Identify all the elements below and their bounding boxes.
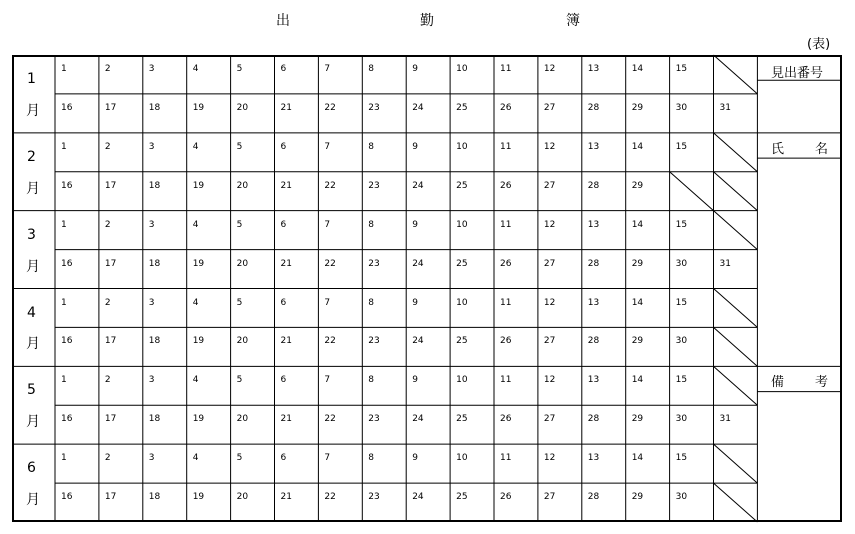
day-cell[interactable]: 21	[280, 180, 292, 191]
day-cell[interactable]: 31	[719, 258, 731, 269]
day-cell[interactable]: 5	[236, 375, 243, 386]
day-cell[interactable]: 24	[412, 414, 424, 425]
day-cell[interactable]: 13	[587, 64, 600, 74]
day-cell[interactable]: 18	[148, 492, 161, 503]
day-cell[interactable]: 12	[543, 375, 556, 386]
day-cell[interactable]: 26	[500, 492, 512, 503]
day-cell[interactable]: 29	[631, 102, 644, 113]
day-cell[interactable]: 14	[631, 141, 644, 152]
day-cell[interactable]: 3	[148, 64, 155, 74]
day-cell[interactable]: 20	[236, 258, 249, 269]
day-cell[interactable]: 28	[587, 336, 600, 347]
unused-cell-diagonal	[714, 444, 758, 483]
side-name-label-2: 名	[815, 142, 829, 157]
day-cell[interactable]: 4	[192, 219, 199, 230]
day-cell[interactable]: 24	[412, 258, 424, 269]
day-cell[interactable]: 16	[61, 102, 73, 113]
day-cell[interactable]: 28	[587, 414, 600, 425]
day-cell[interactable]: 21	[280, 258, 292, 269]
day-cell[interactable]: 23	[368, 258, 380, 269]
day-cell[interactable]: 14	[631, 297, 644, 308]
day-cell[interactable]: 15	[675, 297, 688, 308]
month-number: 2	[27, 148, 36, 165]
day-cell[interactable]: 22	[324, 492, 336, 503]
day-cell[interactable]: 28	[587, 258, 600, 269]
day-cell[interactable]: 3	[148, 141, 155, 152]
day-cell[interactable]: 6	[280, 453, 287, 464]
day-cell[interactable]: 8	[368, 219, 375, 230]
day-cell[interactable]: 18	[148, 336, 161, 347]
day-cell[interactable]: 19	[192, 258, 205, 269]
month-unit: 月	[26, 102, 40, 119]
side-name-label-1: 氏	[771, 142, 785, 157]
day-cell[interactable]: 24	[412, 492, 424, 503]
day-cell[interactable]: 6	[280, 375, 287, 386]
day-cell[interactable]: 19	[192, 102, 205, 113]
month-unit: 月	[26, 258, 40, 275]
day-cell[interactable]: 9	[412, 219, 418, 230]
day-cell[interactable]: 30	[675, 336, 688, 347]
day-cell[interactable]: 27	[543, 180, 556, 191]
month-number: 1	[27, 71, 36, 87]
day-cell[interactable]: 25	[456, 258, 468, 269]
day-cell[interactable]: 9	[412, 297, 418, 308]
day-cell[interactable]: 25	[456, 180, 468, 191]
day-cell[interactable]: 3	[148, 297, 155, 308]
unused-cell-diagonal	[714, 366, 758, 405]
day-cell[interactable]: 31	[719, 102, 731, 113]
day-cell[interactable]: 13	[587, 141, 600, 152]
day-cell[interactable]: 16	[61, 180, 73, 191]
day-cell[interactable]: 6	[280, 297, 287, 308]
day-cell[interactable]: 22	[324, 258, 336, 269]
day-cell[interactable]: 7	[324, 219, 331, 230]
day-cell[interactable]: 14	[631, 375, 644, 386]
day-cell[interactable]: 17	[104, 102, 117, 113]
day-cell[interactable]: 29	[631, 180, 644, 191]
day-cell[interactable]: 9	[412, 375, 418, 386]
day-cell[interactable]: 21	[280, 492, 292, 503]
day-cell[interactable]: 20	[236, 336, 249, 347]
day-cell[interactable]: 12	[543, 453, 556, 464]
day-cell[interactable]: 5	[236, 297, 243, 308]
day-cell[interactable]: 1	[61, 453, 67, 464]
day-cell[interactable]: 25	[456, 102, 468, 113]
day-cell[interactable]: 10	[456, 64, 468, 74]
day-cell[interactable]: 1	[61, 219, 67, 230]
day-cell[interactable]: 21	[280, 336, 292, 347]
day-cell[interactable]: 19	[192, 414, 205, 425]
day-cell[interactable]: 17	[104, 414, 117, 425]
day-cell[interactable]: 7	[324, 453, 331, 464]
day-cell[interactable]: 29	[631, 414, 644, 425]
day-cell[interactable]: 15	[675, 141, 688, 152]
unused-cell-diagonal	[714, 327, 758, 366]
unused-cell-diagonal	[714, 133, 758, 172]
day-cell[interactable]: 23	[368, 492, 380, 503]
day-cell[interactable]: 23	[368, 180, 380, 191]
day-cell[interactable]: 1	[61, 297, 67, 308]
day-cell[interactable]: 4	[192, 453, 199, 464]
day-cell[interactable]: 18	[148, 180, 161, 191]
day-cell[interactable]: 2	[104, 453, 111, 464]
day-cell[interactable]: 11	[500, 141, 512, 152]
day-cell[interactable]: 13	[587, 297, 600, 308]
day-cell[interactable]: 5	[236, 219, 243, 230]
day-cell[interactable]: 7	[324, 64, 331, 74]
day-cell[interactable]: 16	[61, 336, 73, 347]
day-cell[interactable]: 12	[543, 141, 556, 152]
day-cell[interactable]: 27	[543, 102, 556, 113]
day-cell[interactable]: 18	[148, 258, 161, 269]
day-cell[interactable]: 4	[192, 297, 199, 308]
day-cell[interactable]: 18	[148, 414, 161, 425]
day-cell[interactable]: 22	[324, 180, 336, 191]
day-cell[interactable]: 7	[324, 141, 331, 152]
day-cell[interactable]: 10	[456, 141, 468, 152]
unused-cell-diagonal	[714, 483, 758, 522]
day-cell[interactable]: 12	[543, 219, 556, 230]
day-cell[interactable]: 1	[61, 64, 67, 74]
day-cell[interactable]: 8	[368, 141, 375, 152]
day-cell[interactable]: 23	[368, 414, 380, 425]
day-cell[interactable]: 23	[368, 336, 380, 347]
title-char-1: 出	[276, 13, 290, 29]
day-cell[interactable]: 16	[61, 414, 73, 425]
day-cell[interactable]: 21	[280, 414, 292, 425]
month-number: 5	[27, 382, 36, 399]
day-cell[interactable]: 23	[368, 102, 380, 113]
day-cell[interactable]: 11	[500, 64, 512, 74]
day-cell[interactable]: 27	[543, 336, 556, 347]
day-cell[interactable]: 11	[500, 219, 512, 230]
day-cell[interactable]: 11	[500, 297, 512, 308]
unused-cell-diagonal	[670, 172, 714, 211]
day-cell[interactable]: 26	[500, 180, 512, 191]
day-cell[interactable]: 30	[675, 492, 688, 503]
day-cell[interactable]: 26	[500, 258, 512, 269]
day-cell[interactable]: 18	[148, 102, 161, 113]
day-cell[interactable]: 15	[675, 375, 688, 386]
unused-cell-diagonal	[714, 55, 758, 94]
day-cell[interactable]: 4	[192, 375, 199, 386]
day-cell[interactable]: 14	[631, 453, 644, 464]
day-cell[interactable]: 22	[324, 102, 336, 113]
day-cell[interactable]: 20	[236, 492, 249, 503]
day-cell[interactable]: 17	[104, 492, 117, 503]
day-cell[interactable]: 7	[324, 297, 331, 308]
day-cell[interactable]: 20	[236, 414, 249, 425]
month-unit: 月	[26, 492, 40, 509]
day-cell[interactable]: 11	[500, 375, 512, 386]
day-cell[interactable]: 3	[148, 453, 155, 464]
day-cell[interactable]: 6	[280, 219, 287, 230]
sheet-side-label: (表)	[807, 37, 831, 52]
day-cell[interactable]: 8	[368, 297, 375, 308]
day-cell[interactable]: 22	[324, 336, 336, 347]
day-cell[interactable]: 17	[104, 258, 117, 269]
day-cell[interactable]: 20	[236, 102, 249, 113]
day-cell[interactable]: 8	[368, 64, 375, 74]
day-cell[interactable]: 15	[675, 453, 688, 464]
day-cell[interactable]: 28	[587, 102, 600, 113]
month-number: 4	[27, 304, 36, 321]
day-cell[interactable]: 13	[587, 375, 600, 386]
day-cell[interactable]: 13	[587, 453, 600, 464]
day-cell[interactable]: 21	[280, 102, 292, 113]
title-char-2: 勤	[420, 13, 434, 29]
day-cell[interactable]: 13	[587, 219, 600, 230]
day-cell[interactable]: 14	[631, 64, 644, 74]
day-cell[interactable]: 10	[456, 375, 468, 386]
day-cell[interactable]: 4	[192, 64, 199, 74]
month-unit: 月	[26, 180, 40, 197]
day-cell[interactable]: 2	[104, 297, 111, 308]
day-cell[interactable]: 27	[543, 492, 556, 503]
day-cell[interactable]: 6	[280, 141, 287, 152]
side-remarks-label-1: 備	[771, 375, 785, 390]
day-cell[interactable]: 25	[456, 414, 468, 425]
month-number: 3	[27, 226, 36, 243]
day-cell[interactable]: 9	[412, 141, 418, 152]
day-cell[interactable]: 11	[500, 453, 512, 464]
day-cell[interactable]: 8	[368, 375, 375, 386]
day-cell[interactable]: 16	[61, 492, 73, 503]
day-cell[interactable]: 19	[192, 336, 205, 347]
day-cell[interactable]: 9	[412, 64, 418, 74]
day-cell[interactable]: 17	[104, 180, 117, 191]
day-cell[interactable]: 30	[675, 414, 688, 425]
unused-cell-diagonal	[714, 172, 758, 211]
day-cell[interactable]: 5	[236, 64, 243, 74]
day-cell[interactable]: 19	[192, 180, 205, 191]
day-cell[interactable]: 12	[543, 64, 556, 74]
day-cell[interactable]: 30	[675, 258, 688, 269]
day-cell[interactable]: 24	[412, 336, 424, 347]
day-cell[interactable]: 26	[500, 102, 512, 113]
day-cell[interactable]: 22	[324, 414, 336, 425]
day-cell[interactable]: 31	[719, 414, 731, 425]
day-cell[interactable]: 3	[148, 375, 155, 386]
month-unit: 月	[26, 414, 40, 431]
day-cell[interactable]: 1	[61, 141, 67, 152]
day-cell[interactable]: 29	[631, 336, 644, 347]
day-cell[interactable]: 19	[192, 492, 205, 503]
day-cell[interactable]: 10	[456, 453, 468, 464]
day-cell[interactable]: 28	[587, 180, 600, 191]
day-cell[interactable]: 9	[412, 453, 418, 464]
day-cell[interactable]: 17	[104, 336, 117, 347]
day-cell[interactable]: 25	[456, 492, 468, 503]
day-cell[interactable]: 7	[324, 375, 331, 386]
title-char-3: 簿	[566, 13, 580, 29]
day-cell[interactable]: 26	[500, 336, 512, 347]
day-cell[interactable]: 3	[148, 219, 155, 230]
day-cell[interactable]: 27	[543, 258, 556, 269]
unused-cell-diagonal	[714, 211, 758, 250]
side-remarks-label-2: 考	[815, 375, 829, 390]
day-cell[interactable]: 30	[675, 102, 688, 113]
day-cell[interactable]: 2	[104, 375, 111, 386]
day-cell[interactable]: 12	[543, 297, 556, 308]
day-cell[interactable]: 29	[631, 258, 644, 269]
day-cell[interactable]: 24	[412, 180, 424, 191]
day-cell[interactable]: 29	[631, 492, 644, 503]
day-cell[interactable]: 10	[456, 297, 468, 308]
day-cell[interactable]: 5	[236, 453, 243, 464]
day-cell[interactable]: 28	[587, 492, 600, 503]
day-cell[interactable]: 26	[500, 414, 512, 425]
day-cell[interactable]: 8	[368, 453, 375, 464]
side-number-label: 見出番号	[771, 66, 824, 81]
day-cell[interactable]: 15	[675, 219, 688, 230]
day-cell[interactable]: 16	[61, 258, 73, 269]
day-cell[interactable]: 4	[192, 141, 199, 152]
month-number: 6	[27, 460, 36, 477]
day-cell[interactable]: 14	[631, 219, 644, 230]
day-cell[interactable]: 2	[104, 64, 111, 74]
day-cell[interactable]: 15	[675, 64, 688, 74]
day-cell[interactable]: 27	[543, 414, 556, 425]
day-cell[interactable]: 1	[61, 375, 67, 386]
day-cell[interactable]: 24	[412, 102, 424, 113]
day-cell[interactable]: 2	[104, 141, 111, 152]
day-cell[interactable]: 5	[236, 141, 243, 152]
month-unit: 月	[26, 336, 40, 353]
day-cell[interactable]: 2	[104, 219, 111, 230]
day-cell[interactable]: 25	[456, 336, 468, 347]
day-cell[interactable]: 10	[456, 219, 468, 230]
day-cell[interactable]: 6	[280, 64, 287, 74]
day-cell[interactable]: 20	[236, 180, 249, 191]
unused-cell-diagonal	[714, 289, 758, 328]
